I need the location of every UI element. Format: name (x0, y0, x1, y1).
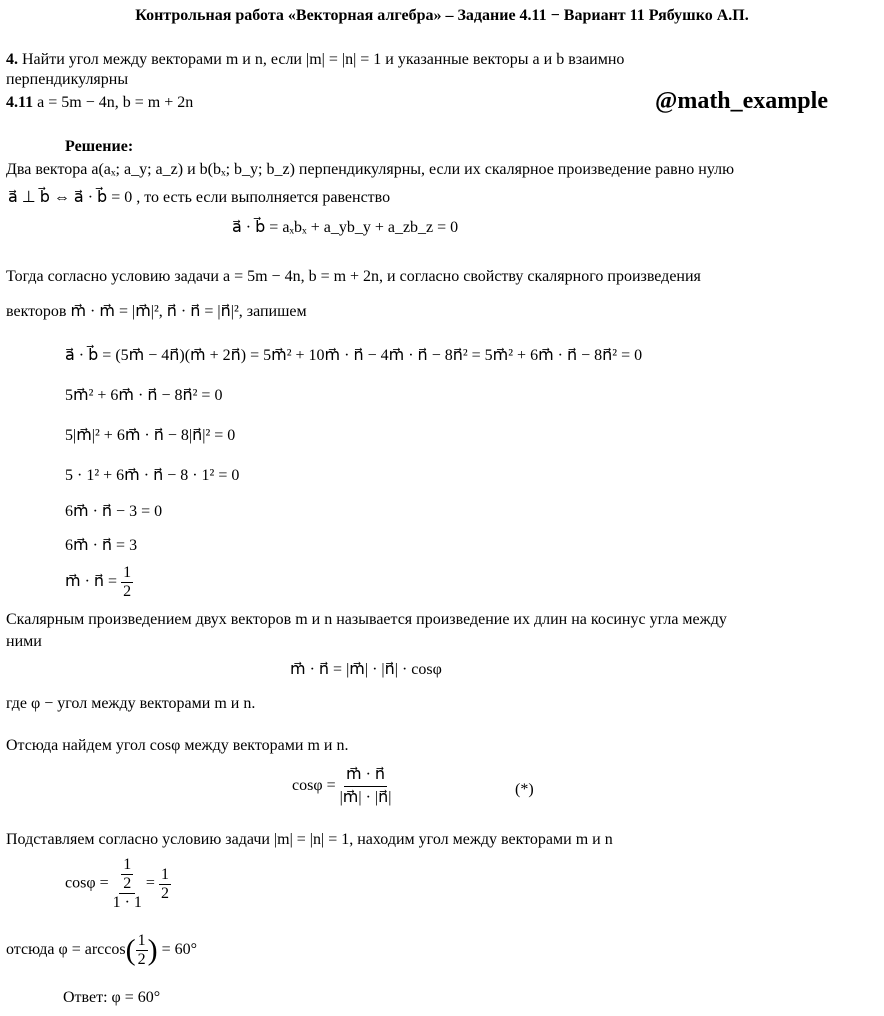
formula-cos-value (65, 856, 171, 912)
task-number: 4. (6, 51, 18, 68)
paragraph: Подставляем согласно условию задачи |m| = |n| = 1, находим угол между векторами m и n (6, 831, 613, 848)
formula-left: отсюда φ = arccos (6, 941, 126, 959)
variant-text: a = 5m − 4n, b = m + 2n (37, 94, 194, 111)
denominator: 2 (137, 951, 146, 968)
task-text: Найти угол между векторами m и n, если |m| = |n| = 1 и указанные векторы a и b взаимно (22, 51, 625, 68)
fraction (340, 764, 392, 809)
fraction (113, 856, 142, 912)
eq-left: m⃗ · n⃗ = (65, 573, 118, 591)
numerator: 1 (137, 932, 146, 949)
formula: m⃗ · n⃗ = |m⃗| · |n⃗| · cosφ (290, 661, 442, 678)
denominator: 2 (123, 875, 132, 892)
solution-heading: Решение: (65, 138, 134, 155)
fraction (121, 564, 133, 601)
paragraph: a⃗ ⊥ b⃗ ⇔ a⃗ · b⃗ = 0 , то есть если выполняется равенство (8, 189, 391, 206)
equation: a⃗ · b⃗ = (5m⃗ − 4n⃗)(m⃗ + 2n⃗) = 5m⃗² + 10m⃗ · n⃗ − 4m⃗ · n⃗ − 8n⃗² = 5m⃗² + 6m⃗ · n⃗ − 8n⃗² = 0 (65, 347, 643, 364)
equals: = (145, 874, 155, 892)
fraction (159, 866, 171, 903)
paren: ) (147, 933, 158, 967)
numerator: 1 (123, 856, 132, 873)
handle: @math_example (655, 88, 828, 114)
formula-left: cosφ = (65, 874, 109, 892)
inner-fraction (121, 856, 133, 893)
formula-cos (292, 764, 391, 809)
denominator: 2 (160, 884, 169, 902)
denominator: |m⃗| · |n⃗| (339, 789, 392, 806)
paragraph: Скалярным произведением двух векторов m и n называется произведение их длин на косинус угла между (6, 611, 727, 628)
formula-mark: (*) (515, 781, 534, 798)
equation: 6m⃗ · n⃗ − 3 = 0 (65, 503, 163, 520)
denominator: 2 (123, 583, 132, 600)
paragraph: Отсюда найдем угол cosφ между векторами m и n. (6, 737, 349, 754)
paragraph: векторов m⃗ · m⃗ = |m⃗|², n⃗ · n⃗ = |n⃗|², запишем (6, 303, 307, 320)
equation (65, 564, 133, 601)
paragraph: ними (6, 633, 42, 650)
equation: 6m⃗ · n⃗ = 3 (65, 537, 138, 554)
paragraph: где φ − угол между векторами m и n. (6, 695, 256, 712)
paren: ( (125, 933, 136, 967)
equation: 5m⃗² + 6m⃗ · n⃗ − 8n⃗² = 0 (65, 387, 223, 404)
task-variant (6, 93, 193, 113)
task-line1 (6, 50, 624, 70)
numerator: 1 (123, 564, 132, 581)
result: = 60° (161, 941, 197, 959)
denominator: 1 · 1 (112, 894, 142, 911)
answer: Ответ: φ = 60° (63, 989, 161, 1006)
equation: 5 · 1² + 6m⃗ · n⃗ − 8 · 1² = 0 (65, 467, 240, 484)
paragraph: Тогда согласно условию задачи a = 5m − 4n, b = m + 2n, и согласно свойству скалярного произведения (6, 268, 701, 285)
formula-arccos (6, 932, 197, 969)
formula: a⃗ · b⃗ = aₓbₓ + a_yb_y + a_zb_z = 0 (232, 219, 459, 236)
task-line2: перпендикулярны (6, 71, 129, 88)
variant-number: 4.11 (6, 94, 34, 111)
numerator (119, 856, 135, 894)
numerator: m⃗ · n⃗ (344, 764, 387, 787)
numerator: 1 (160, 865, 169, 883)
paragraph: Два вектора a(aₓ; a_y; a_z) и b(bₓ; b_y; b_z) перпендикулярны, если их скалярное произведение равно нулю (6, 161, 735, 178)
equation: 5|m⃗|² + 6m⃗ · n⃗ − 8|n⃗|² = 0 (65, 427, 236, 444)
fraction (136, 932, 148, 969)
formula-left: cosφ = (292, 777, 336, 795)
page-title: Контрольная работа «Векторная алгебра» – Задание 4.11 − Вариант 11 Рябушко А.П. (135, 7, 749, 24)
